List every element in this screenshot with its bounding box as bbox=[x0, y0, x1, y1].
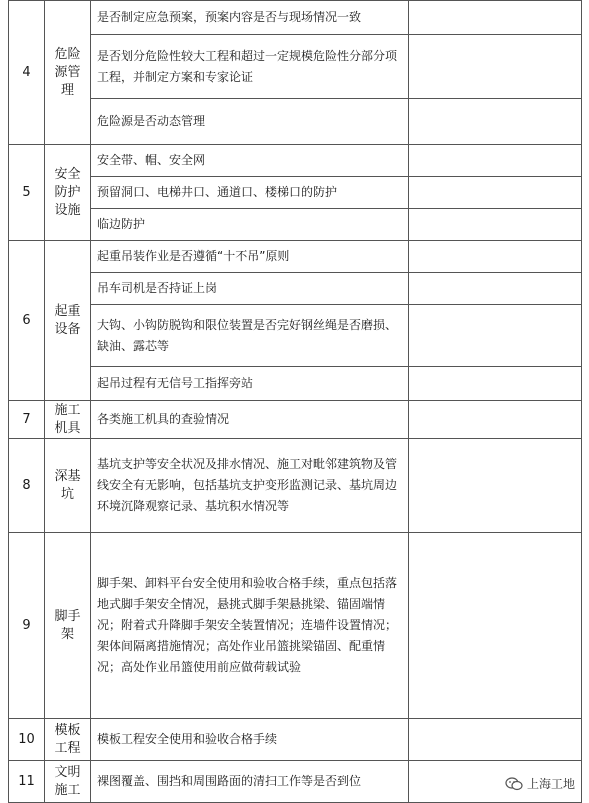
check-item: 临边防护 bbox=[91, 209, 409, 241]
item-number: 7 bbox=[9, 401, 45, 439]
category-cell: 危险源管理 bbox=[45, 1, 91, 145]
wechat-icon bbox=[505, 777, 523, 791]
table-row bbox=[9, 719, 582, 761]
watermark-text: 上海工地 bbox=[526, 777, 575, 791]
result-cell bbox=[409, 99, 582, 145]
check-item: 是否划分危险性较大工程和超过一定规模危险性分部分项工程，并制定方案和专家论证 bbox=[91, 35, 409, 99]
table-row bbox=[9, 177, 582, 209]
check-item: 安全带、帽、安全网 bbox=[91, 145, 409, 177]
item-number: 9 bbox=[9, 533, 45, 719]
table-row bbox=[9, 99, 582, 145]
watermark bbox=[505, 775, 575, 792]
result-cell bbox=[409, 241, 582, 273]
table-row bbox=[9, 305, 582, 367]
item-number: 11 bbox=[9, 761, 45, 803]
check-item: 起重吊装作业是否遵循“十不吊”原则 bbox=[91, 241, 409, 273]
result-cell bbox=[409, 719, 582, 761]
check-item: 脚手架、卸料平台安全使用和验收合格手续，重点包括落地式脚手架安全情况，悬挑式脚手架悬挑梁、锚固端情况；附着式升降脚手架安全装置情况；连墙件设置情况；架体间隔离措施情况；高处作业吊篮挑梁锚固、配重情况；高处作业吊篮使用前应做荷载试验 bbox=[91, 533, 409, 719]
check-item: 吊车司机是否持证上岗 bbox=[91, 273, 409, 305]
table-row bbox=[9, 367, 582, 401]
category-cell: 施工机具 bbox=[45, 401, 91, 439]
check-item: 裸图覆盖、围挡和周围路面的清扫工作等是否到位 bbox=[91, 761, 409, 803]
table-row bbox=[9, 439, 582, 533]
item-number: 5 bbox=[9, 145, 45, 241]
result-cell bbox=[409, 145, 582, 177]
result-cell bbox=[409, 401, 582, 439]
category-cell: 安全防护设施 bbox=[45, 145, 91, 241]
table-row bbox=[9, 533, 582, 719]
result-cell bbox=[409, 439, 582, 533]
check-item: 基坑支护等安全状况及排水情况、施工对毗邻建筑物及管线安全有无影响，包括基坑支护变形监测记录、基坑周边环境沉降观察记录、基坑积水情况等 bbox=[91, 439, 409, 533]
category-cell: 模板工程 bbox=[45, 719, 91, 761]
table-row bbox=[9, 209, 582, 241]
item-number: 10 bbox=[9, 719, 45, 761]
item-number: 8 bbox=[9, 439, 45, 533]
check-item: 各类施工机具的查验情况 bbox=[91, 401, 409, 439]
category-cell: 脚手架 bbox=[45, 533, 91, 719]
result-cell bbox=[409, 305, 582, 367]
result-cell bbox=[409, 533, 582, 719]
result-cell bbox=[409, 367, 582, 401]
table-row bbox=[9, 241, 582, 273]
check-item: 危险源是否动态管理 bbox=[91, 99, 409, 145]
table-row bbox=[9, 273, 582, 305]
category-cell: 深基坑 bbox=[45, 439, 91, 533]
item-number: 4 bbox=[9, 1, 45, 145]
table-row bbox=[9, 145, 582, 177]
check-item: 预留洞口、电梯井口、通道口、楼梯口的防护 bbox=[91, 177, 409, 209]
result-cell bbox=[409, 177, 582, 209]
table-row bbox=[9, 1, 582, 35]
table-row bbox=[9, 35, 582, 99]
result-cell bbox=[409, 1, 582, 35]
check-item: 大钩、小钩防脱钩和限位装置是否完好钢丝绳是否磨损、缺油、露芯等 bbox=[91, 305, 409, 367]
category-cell: 文明施工 bbox=[45, 761, 91, 803]
check-item: 起吊过程有无信号工指挥旁站 bbox=[91, 367, 409, 401]
table-row bbox=[9, 761, 582, 803]
result-cell bbox=[409, 209, 582, 241]
inspection-table bbox=[8, 0, 582, 803]
result-cell bbox=[409, 35, 582, 99]
check-item: 是否制定应急预案，预案内容是否与现场情况一致 bbox=[91, 1, 409, 35]
item-number: 6 bbox=[9, 241, 45, 401]
category-cell: 起重设备 bbox=[45, 241, 91, 401]
table-row bbox=[9, 401, 582, 439]
result-cell bbox=[409, 273, 582, 305]
check-item: 模板工程安全使用和验收合格手续 bbox=[91, 719, 409, 761]
